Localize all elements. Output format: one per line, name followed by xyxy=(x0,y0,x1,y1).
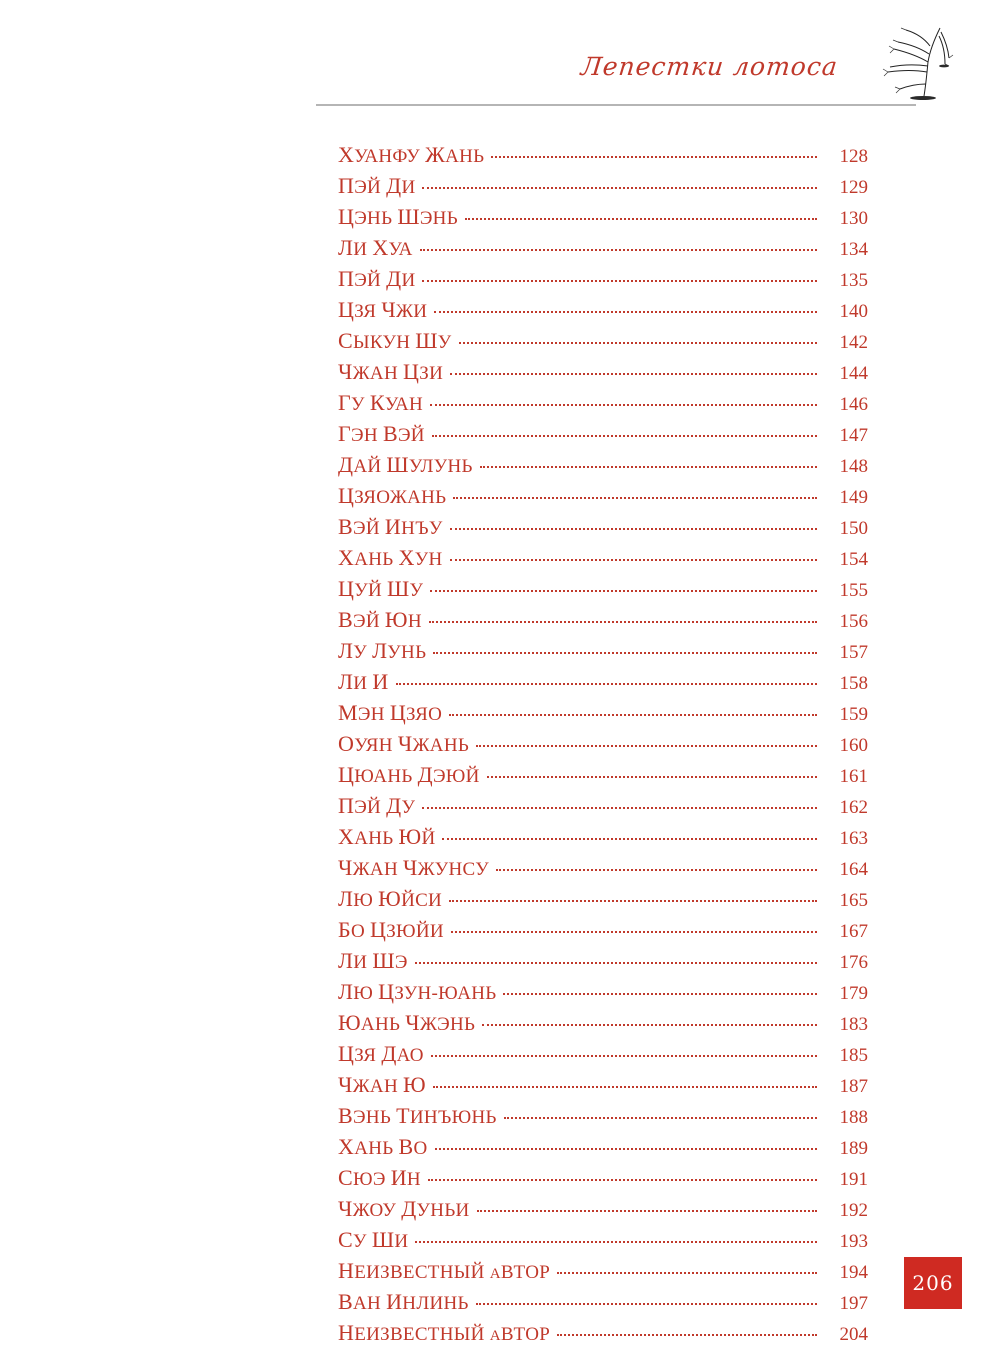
page-title: Лепестки лотоса xyxy=(579,52,840,81)
header-divider xyxy=(316,104,916,106)
toc-leader-dots xyxy=(459,342,817,344)
toc-entry-name: ЧЖАН Ю xyxy=(338,1072,426,1097)
toc-leader-dots xyxy=(430,404,817,406)
toc-entry-name: ПЭЙ ДИ xyxy=(338,173,416,198)
toc-entry[interactable] xyxy=(338,328,868,359)
toc-leader-dots xyxy=(480,466,817,468)
toc-leader-dots xyxy=(429,621,817,623)
toc-entry-page: 193 xyxy=(839,1231,868,1252)
toc-entry-name: СЮЭ ИН xyxy=(338,1165,421,1190)
toc-leader-dots xyxy=(420,249,817,251)
toc-leader-dots xyxy=(422,807,817,809)
toc-entry[interactable] xyxy=(338,576,868,607)
toc-entry-name: ХАНЬ ВО xyxy=(338,1134,428,1159)
toc-entry[interactable] xyxy=(338,1041,868,1072)
toc-entry[interactable] xyxy=(338,731,868,762)
toc-leader-dots xyxy=(422,187,817,189)
toc-leader-dots xyxy=(449,714,817,716)
toc-entry-page: 162 xyxy=(839,797,868,818)
toc-entry-name: ВЭЙ ЮН xyxy=(338,607,422,632)
toc-entry-name: ХАНЬ ХУН xyxy=(338,545,443,570)
toc-leader-dots xyxy=(482,1024,817,1026)
toc-leader-dots xyxy=(476,745,817,747)
toc-entry[interactable] xyxy=(338,173,868,204)
toc-entry-page: 188 xyxy=(839,1107,868,1128)
toc-leader-dots xyxy=(449,900,817,902)
toc-entry[interactable] xyxy=(338,855,868,886)
toc-entry[interactable] xyxy=(338,1227,868,1258)
toc-entry[interactable] xyxy=(338,142,868,173)
toc-entry-name: ЧЖОУ ДУНЬИ xyxy=(338,1196,470,1221)
toc-entry-name: ЛЮ ЮЙСИ xyxy=(338,886,443,911)
toc-entry-page: 160 xyxy=(839,735,868,756)
toc-entry-page: 150 xyxy=(839,518,868,539)
toc-entry-page: 161 xyxy=(839,766,868,787)
toc-leader-dots xyxy=(477,1210,817,1212)
toc-leader-dots xyxy=(431,1055,817,1057)
page-number-badge: 206 xyxy=(904,1257,962,1309)
toc-entry-name: ГУ КУАН xyxy=(338,390,424,415)
toc-entry[interactable] xyxy=(338,886,868,917)
toc-entry-name: НЕИЗВЕСТНЫЙ аВТОР xyxy=(338,1320,551,1345)
toc-entry-page: 187 xyxy=(839,1076,868,1097)
toc-entry-name: ПЭЙ ДУ xyxy=(338,793,416,818)
toc-entry-name: ЮАНЬ ЧЖЭНЬ xyxy=(338,1010,476,1035)
table-of-contents xyxy=(338,142,868,1351)
page-header xyxy=(0,0,1000,120)
toc-entry[interactable] xyxy=(338,824,868,855)
toc-entry[interactable] xyxy=(338,793,868,824)
toc-leader-dots xyxy=(557,1272,817,1274)
toc-entry[interactable] xyxy=(338,297,868,328)
toc-entry-page: 185 xyxy=(839,1045,868,1066)
toc-entry-name: ХАНЬ ЮЙ xyxy=(338,824,436,849)
toc-leader-dots xyxy=(442,838,817,840)
toc-entry[interactable] xyxy=(338,1010,868,1041)
toc-entry-page: 189 xyxy=(839,1138,868,1159)
toc-leader-dots xyxy=(557,1334,817,1336)
toc-leader-dots xyxy=(503,993,817,995)
toc-entry-name: ЛУ ЛУНЬ xyxy=(338,638,427,663)
toc-entry-page: 149 xyxy=(839,487,868,508)
toc-entry-page: 167 xyxy=(839,921,868,942)
toc-entry[interactable] xyxy=(338,1320,868,1351)
toc-entry[interactable] xyxy=(338,421,868,452)
toc-leader-dots xyxy=(450,373,817,375)
toc-entry[interactable] xyxy=(338,762,868,793)
toc-entry-name: ЛИ ХУА xyxy=(338,235,413,260)
toc-entry-name: ЦЭНЬ ШЭНЬ xyxy=(338,204,458,229)
toc-entry-name: ВАН ИНЛИНЬ xyxy=(338,1289,469,1314)
toc-entry-page: 191 xyxy=(839,1169,868,1190)
toc-entry-page: 129 xyxy=(839,177,868,198)
toc-leader-dots xyxy=(476,1303,817,1305)
toc-entry[interactable] xyxy=(338,545,868,576)
toc-entry[interactable] xyxy=(338,266,868,297)
toc-entry-name: ЧЖАН ЦЗИ xyxy=(338,359,444,384)
toc-leader-dots xyxy=(432,435,817,437)
toc-entry-page: 165 xyxy=(839,890,868,911)
toc-leader-dots xyxy=(415,1241,817,1243)
toc-entry-page: 183 xyxy=(839,1014,868,1035)
toc-entry[interactable] xyxy=(338,979,868,1010)
toc-entry[interactable] xyxy=(338,669,868,700)
toc-entry-page: 192 xyxy=(839,1200,868,1221)
toc-leader-dots xyxy=(496,869,817,871)
toc-entry-page: 163 xyxy=(839,828,868,849)
toc-entry[interactable] xyxy=(338,1134,868,1165)
toc-entry-page: 176 xyxy=(839,952,868,973)
toc-entry-name: ЦЗЯ ДАО xyxy=(338,1041,424,1066)
toc-entry-name: ОУЯН ЧЖАНЬ xyxy=(338,731,470,756)
toc-entry[interactable] xyxy=(338,638,868,669)
toc-entry-page: 128 xyxy=(839,146,868,167)
toc-entry-page: 144 xyxy=(839,363,868,384)
toc-entry-name: ЧЖАН ЧЖУНСУ xyxy=(338,855,489,880)
toc-entry-name: ЦУЙ ШУ xyxy=(338,576,424,601)
toc-entry-name: ГЭН ВЭЙ xyxy=(338,421,425,446)
toc-leader-dots xyxy=(428,1179,817,1181)
toc-leader-dots xyxy=(450,528,817,530)
toc-leader-dots xyxy=(453,497,817,499)
toc-entry[interactable] xyxy=(338,483,868,514)
toc-leader-dots xyxy=(450,559,817,561)
toc-entry-name: ПЭЙ ДИ xyxy=(338,266,416,291)
toc-entry-page: 156 xyxy=(839,611,868,632)
toc-entry-name: СЫКУН ШУ xyxy=(338,328,452,353)
toc-entry-page: 140 xyxy=(839,301,868,322)
toc-entry[interactable] xyxy=(338,1196,868,1227)
toc-entry-name: НЕИЗВЕСТНЫЙ аВТОР xyxy=(338,1258,551,1283)
toc-entry-page: 135 xyxy=(839,270,868,291)
toc-entry-name: ЛИ И xyxy=(338,669,389,694)
toc-entry[interactable] xyxy=(338,1103,868,1134)
toc-leader-dots xyxy=(433,652,817,654)
toc-entry[interactable] xyxy=(338,514,868,545)
toc-entry-page: 146 xyxy=(839,394,868,415)
toc-entry[interactable] xyxy=(338,235,868,266)
toc-entry-name: ЦЗЯОЖАНЬ xyxy=(338,483,447,508)
toc-entry-name: МЭН ЦЗЯО xyxy=(338,700,443,725)
toc-leader-dots xyxy=(487,776,817,778)
toc-entry-page: 142 xyxy=(839,332,868,353)
toc-entry[interactable] xyxy=(338,1258,868,1289)
toc-entry-page: 197 xyxy=(839,1293,868,1314)
toc-leader-dots xyxy=(504,1117,817,1119)
toc-entry-page: 147 xyxy=(839,425,868,446)
toc-entry-page: 159 xyxy=(839,704,868,725)
toc-leader-dots xyxy=(422,280,817,282)
toc-entry[interactable] xyxy=(338,1289,868,1320)
toc-entry-name: БО ЦЗЮЙИ xyxy=(338,917,444,942)
toc-entry[interactable] xyxy=(338,452,868,483)
toc-leader-dots xyxy=(430,590,817,592)
toc-entry-page: 204 xyxy=(839,1324,868,1345)
toc-entry-name: ЦЗЯ ЧЖИ xyxy=(338,297,428,322)
toc-leader-dots xyxy=(433,1086,817,1088)
toc-leader-dots xyxy=(415,962,817,964)
toc-entry-page: 179 xyxy=(839,983,868,1004)
toc-entry-page: 148 xyxy=(839,456,868,477)
toc-leader-dots xyxy=(491,156,817,158)
toc-entry-page: 134 xyxy=(839,239,868,260)
toc-entry[interactable] xyxy=(338,1072,868,1103)
toc-entry-page: 154 xyxy=(839,549,868,570)
toc-entry-name: ЦЮАНЬ ДЭЮЙ xyxy=(338,762,480,787)
toc-leader-dots xyxy=(435,1148,817,1150)
toc-entry-page: 155 xyxy=(839,580,868,601)
toc-entry-name: ВЭНЬ ТИНЪЮНЬ xyxy=(338,1103,497,1128)
tree-branch-ink-drawing-icon xyxy=(844,22,954,102)
toc-entry-page: 130 xyxy=(839,208,868,229)
toc-leader-dots xyxy=(465,218,817,220)
toc-entry-name: ВЭЙ ИНЪУ xyxy=(338,514,443,539)
toc-leader-dots xyxy=(434,311,817,313)
toc-entry-page: 164 xyxy=(839,859,868,880)
toc-entry-name: ХУАНФУ ЖАНЬ xyxy=(338,142,485,167)
toc-entry[interactable] xyxy=(338,1165,868,1196)
toc-entry[interactable] xyxy=(338,700,868,731)
toc-entry-name: ЛЮ ЦЗУН-ЮАНЬ xyxy=(338,979,497,1004)
toc-entry-name: ДАЙ ШУЛУНЬ xyxy=(338,452,473,477)
toc-entry[interactable] xyxy=(338,948,868,979)
toc-entry-page: 158 xyxy=(839,673,868,694)
toc-entry-page: 157 xyxy=(839,642,868,663)
toc-entry-page: 194 xyxy=(839,1262,868,1283)
toc-entry[interactable] xyxy=(338,390,868,421)
toc-leader-dots xyxy=(396,683,817,685)
toc-entry-name: СУ ШИ xyxy=(338,1227,409,1252)
toc-leader-dots xyxy=(451,931,817,933)
toc-entry[interactable] xyxy=(338,204,868,235)
toc-entry[interactable] xyxy=(338,359,868,390)
toc-entry[interactable] xyxy=(338,607,868,638)
toc-entry-name: ЛИ ШЭ xyxy=(338,948,408,973)
toc-entry[interactable] xyxy=(338,917,868,948)
